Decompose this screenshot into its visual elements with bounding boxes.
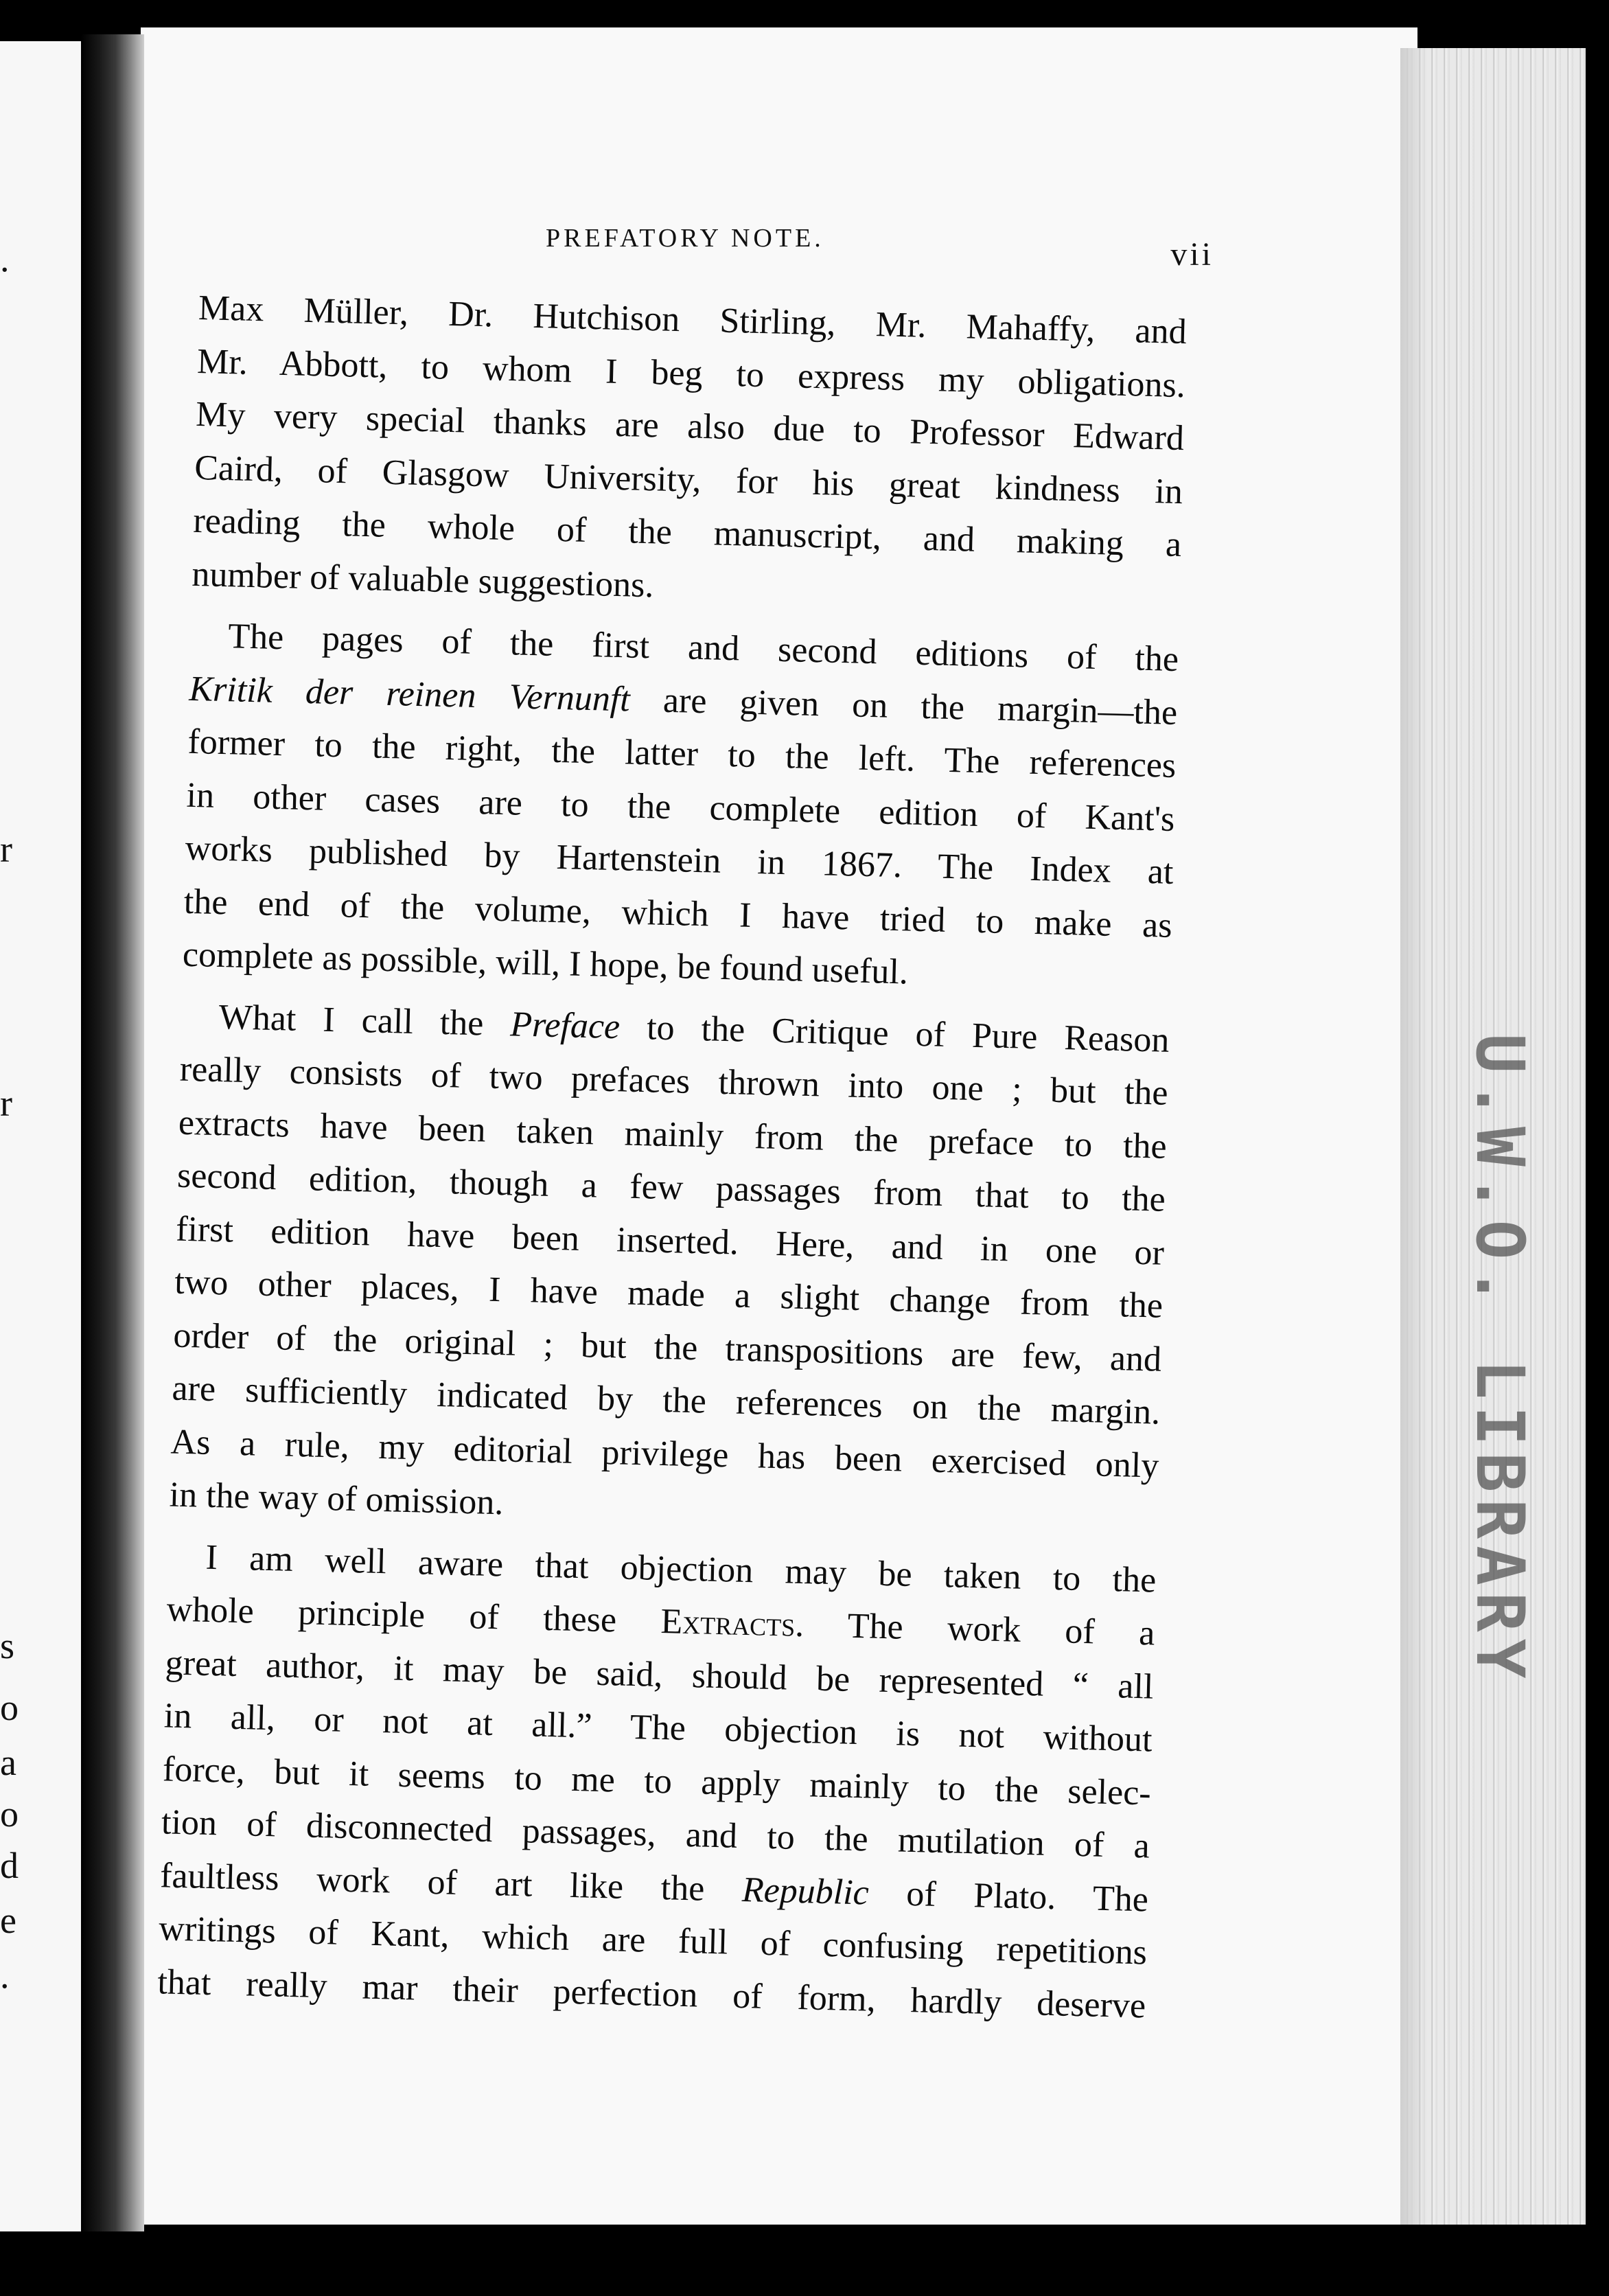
text-line: second edition, though a few passages from that to the — [176, 1156, 1166, 1219]
page-edge-shade — [1400, 48, 1428, 2225]
text-line: force, but it seems to me to apply mainly to the selec- — [162, 1749, 1152, 1813]
text-line: great author, it may be said, should be represented “ all — [165, 1642, 1155, 1707]
fragment-char: . — [0, 1955, 10, 1996]
text-line: complete as possible, will, I hope, be found useful. — [182, 934, 909, 992]
scan-bottom-border — [0, 2231, 1609, 2296]
fragment-char: e — [0, 1900, 16, 1941]
text-line: in the way of omission. — [169, 1475, 505, 1523]
text-line: I am well aware that objection may be taken to the — [205, 1537, 1157, 1600]
facing-page-fragments — [0, 41, 21, 2252]
text-line: Max Müller, Dr. Hutchison Stirling, Mr. Mahaffy, and — [198, 288, 1188, 352]
running-head: PREFATORY NOTE. — [546, 224, 824, 253]
paragraph — [182, 609, 1179, 1006]
fragment-char: a — [0, 1742, 16, 1783]
page-number: vii — [1170, 236, 1214, 273]
text-line: As a rule, my editorial privilege has been exercised only — [170, 1422, 1159, 1486]
text-line-italic-title: Kritik der reinen Vernunft are given on the margin—the — [188, 669, 1178, 733]
text-line: are sufficiently indicated by the references on the margin. — [171, 1368, 1161, 1432]
page-gutter-shadow — [81, 34, 144, 2231]
fragment-char: . — [0, 238, 10, 279]
italic-word: Republic — [741, 1870, 870, 1913]
text-line: Mr. Abbott, to whom I beg to express my obligations. — [196, 341, 1186, 405]
library-stamp — [1448, 1033, 1551, 1686]
fragment-char: r — [0, 1083, 12, 1124]
text-line: The pages of the first and second editions of the — [227, 617, 1179, 680]
fragment-char: d — [0, 1845, 19, 1886]
paragraph — [169, 989, 1170, 1546]
text-line: number of valuable suggestions. — [191, 554, 655, 605]
text-line: two other places, I have made a slight change from the — [174, 1262, 1164, 1326]
text-line: in other cases are to the complete edition of Kant's — [186, 775, 1175, 839]
fragment-char: r — [0, 829, 12, 870]
text-line: My very special thanks are also due to Professor Edward — [195, 394, 1185, 459]
text-line: tion of disconnected passages, and to the mutilation of a — [161, 1802, 1150, 1866]
italic-title: Kritik der reinen Vernunft — [188, 669, 631, 720]
text-line-italic-word: faultless work of art like the Republic of Plato. The — [159, 1855, 1149, 1919]
text-line: reading the whole of the manuscript, and making a — [192, 501, 1182, 565]
fragment-char: o — [0, 1687, 19, 1728]
text-line: Caird, of Glasgow University, for his great kindness in — [194, 448, 1183, 512]
scan-top-border — [0, 0, 1609, 27]
fragment-char: s — [0, 1625, 15, 1666]
text-line: writings of Kant, which are full of confusing repetitions — [158, 1909, 1148, 1973]
text-line: former to the right, the latter to the left. The references — [187, 722, 1177, 785]
paragraph — [157, 1530, 1157, 2032]
fragment-char: o — [0, 1793, 19, 1835]
text-line: first edition have been inserted. Here, and in one or — [175, 1209, 1165, 1273]
body-text — [157, 282, 1187, 2041]
page-header — [206, 223, 1214, 273]
facing-page-edge — [0, 41, 89, 2252]
text-line: the end of the volume, which I have tried to make as — [183, 882, 1173, 945]
text-line-italic-word: What I call the Preface to the Critique of Pure Reason — [218, 997, 1170, 1060]
text-line-small-caps: whole principle of these Extracts. The work of a — [166, 1589, 1156, 1653]
library-stamp-text: U.W.O. LIBRARY — [1461, 1033, 1538, 1686]
text-line: order of the original ; but the transpositions are few, and — [172, 1316, 1162, 1379]
paragraph — [192, 282, 1188, 625]
text-line: really consists of two prefaces thrown into one ; but the — [179, 1049, 1169, 1113]
italic-word: Preface — [509, 1004, 621, 1046]
text-line: that really mar their perfection of form, hardly deserve — [157, 1962, 1146, 2025]
text-line: in all, or not at all.” The objection is not without — [163, 1696, 1153, 1760]
text-line: extracts have been taken mainly from the preface to the — [178, 1103, 1168, 1167]
small-caps-word: Extracts — [660, 1602, 796, 1644]
text-line: works published by Hartenstein in 1867. The Index at — [185, 828, 1174, 892]
